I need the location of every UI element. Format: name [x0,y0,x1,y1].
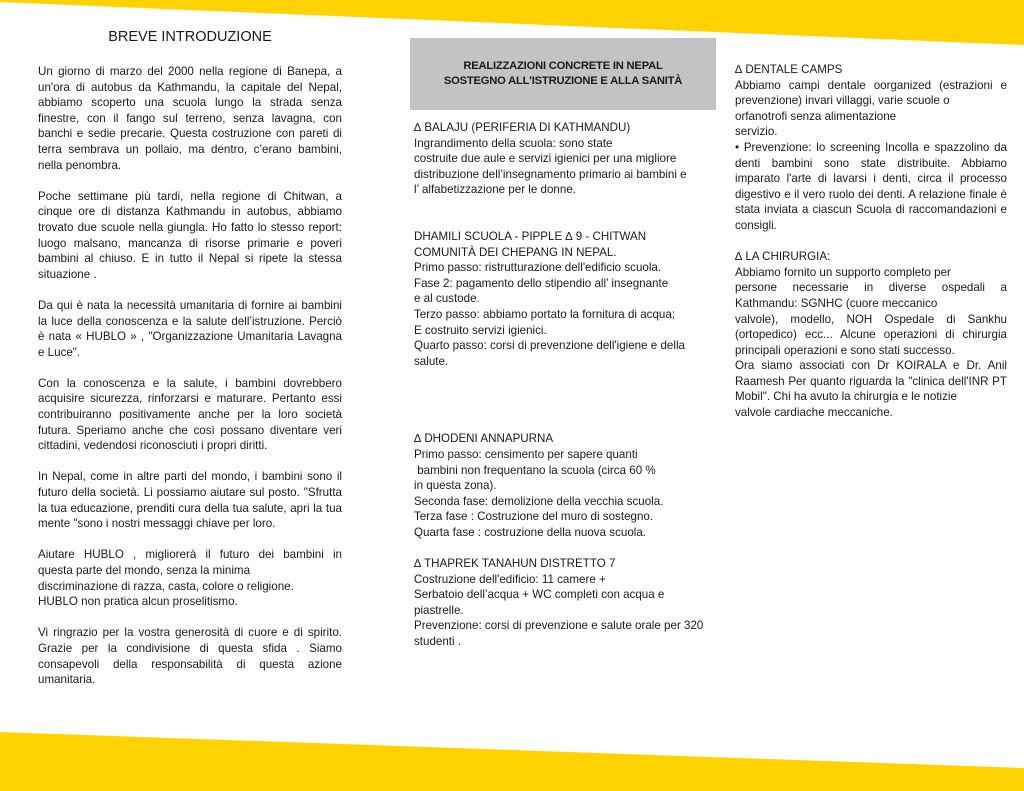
intro-paragraph-hublo [38,547,342,609]
text-line: DHAMILI SCUOLA - PIPPLE ∆ 9 - CHITWAN [414,229,647,243]
text-line: ∆ DHODENI ANNAPURNA [414,432,554,446]
text-line: Seconda fase: demolizione della vecchia scuola. [414,494,664,508]
text-line: salute. [414,354,449,368]
intro-paragraph: In Nepal, come in altre parti del mondo, i bambini sono il futuro della società. Li possiamo aiutare sul posto. "Sfrutta la tua educazione, prenditi cura della tua salute, apri la tua mente "sono i nostri messaggi chiave per loro. [38,470,342,531]
project-balaju [414,120,714,198]
text-line: ∆ BALAJU (PERIFERIA DI KATHMANDU) [414,121,631,134]
text-line: discriminazione di razza, casta, colore o religione. [38,579,294,593]
text-line: l’ alfabetizzazione per le donne. [414,183,576,197]
introduction-title: BREVE INTRODUZIONE [108,29,272,45]
project-thaprek [414,556,714,650]
text-line: distribuzione dell’insegnamento primario ai bambini e [414,167,687,181]
project-dhamili [414,229,714,369]
text-line: piastrelle. [414,603,464,617]
text-line: bambini non frequentano la scuola (circa 60 % [414,463,656,477]
projects-column [414,40,714,650]
text-line: Quarta fase : costruzione della nuova scuola. [414,525,647,539]
text-line: Costruzione dell'edificio: 11 camere + [414,572,606,586]
text-line: Ingrandimento della scuola: sono state [414,136,613,150]
text-line: Terzo passo: abbiamo portato la fornitura di acqua; [414,307,676,321]
text-line: in questa zona). [414,479,497,493]
text-line: E costruito servizi igienici. [414,323,547,337]
intro-paragraph: Con la conoscenza e la salute, i bambini dovrebbero acquisire sicurezza, rinforzarsi e maturare. Pertanto essi contribuiranno positivamente anche per la loro società futura. Speriamo anche che così possano diventare veri cittadini, vedendosi riconosciuti i propri diritti. [38,376,342,453]
text-line: HUBLO non pratica alcun proselitismo. [38,595,238,609]
text-line: Primo passo: ristrutturazione dell'edificio scuola. [414,261,662,275]
dental-heading: ∆ DENTALE CAMPS [735,63,843,76]
health-column [735,62,1007,421]
dental-paragraph: Abbiamo campi dentale oorganized (estrazioni e prevenzione) invari villaggi, varie scuole o [735,78,1007,108]
text-line: Aiutare HUBLO , migliorerà il futuro dei bambini in [38,548,342,562]
text-line: Serbatoio dell’acqua + WC completi con acqua e [414,588,665,602]
intro-paragraph: Poche settimane più tardi, nella regione di Chitwan, a cinque ore di distanza Kathmandu in autobus, abbiamo trovato due scuole nella giungla. Ho fatto lo stesso report: luogo malsano, mancanza di risorse primarie e poveri bambini al chiuso. E in tutto il Nepal si ripete la stessa situazione . [38,189,342,281]
banner-line: SOSTEGNO ALL'ISTRUZIONE E ALLA SANITÀ [443,75,683,87]
surgery-paragraph: valvole), modello, NOH Ospedale di Sankhu (ortopedico) ecc... Alcune operazioni di chirurgia principali operazioni e sono stati successo. [735,312,1007,357]
text-line: Primo passo: censimento per sapere quanti [414,447,638,461]
text-line: servizio. [735,125,778,139]
surgery-heading: ∆ LA CHIRURGIA: [735,250,831,264]
text-line: orfanotrofi senza alimentazione [735,109,897,123]
text-line: questa parte del mondo, senza la minima [38,564,251,577]
text-line: Fase 2: pagamento dello stipendio all’ insegnante [414,276,669,290]
project-dhodeni [414,431,714,540]
text-line: costruite due aule e servizi igienici per una migliore [414,152,677,166]
text-line: studenti . [414,635,462,649]
surgery-paragraph: persone necessarie in diverse ospedali a Kathmandu: SGNHC (cuore meccanico [735,281,1007,310]
text-line: Abbiamo fornito un supporto completo per [735,265,951,279]
intro-paragraph: Da qui è nata la necessità umanitaria di fornire ai bambini la luce della conoscenza e la salute dell’istruzione. Perciò è nata « HUBLO » , "Organizzazione Umanitaria Lavagna e Luce". [38,298,342,359]
introduction-column [38,28,342,703]
text-line: Quarto passo: corsi di prevenzione dell'igiene e della [414,339,685,353]
intro-paragraph: Vi ringrazio per la vostra generosità di cuore e di spirito. Grazie per la condivisione di questa sfida . Siamo consapevoli della responsabilità di questa azione umanitaria. [38,626,342,687]
banner-line: REALIZZAZIONI CONCRETE IN NEPAL [463,60,663,72]
text-line: e al custode. [414,292,480,306]
text-line: ∆ THAPREK TANAHUN DISTRETTO 7 [414,557,616,571]
text-line: Prevenzione: corsi di prevenzione e salute orale per 320 [414,619,704,633]
dental-prevention-paragraph: • Prevenzione: lo screening Incolla e spazzolino da denti bambini sono state distribuite. Abbiamo imparato l'arte di lavarsi i denti, circa il processo digestivo e il vero ruolo dei denti. A relazione finale è stata inviata a ciascun Scuola di raccomandazioni e consigli. [735,140,1007,232]
text-line: valvole cardiache meccaniche. [735,406,893,420]
projects-banner [410,38,716,110]
surgery-paragraph: Ora siamo associati con Dr KOIRALA e Dr. Anil Raamesh Per quanto riguarda la "clinica dell'INR PT Mobil". Chi ha avuto la chirurgia e le notizie [735,359,1007,404]
intro-paragraph: Un giorno di marzo del 2000 nella regione di Banepa, a un'ora di autobus da Kathmandu, la capitale del Nepal, abbiamo scoperto una scuola lungo la strada senza finestre, con il fango sul terreno, senza lavagna, con banchi e sedie precarie. Questa costruzione con pareti di terra sembrava un pollaio, ma dentro, c’erano bambini, nella penombra. [38,65,342,172]
bottom-yellow-stripe [0,720,1024,791]
text-line: COMUNITÀ DEI CHEPANG IN NEPAL. [414,245,617,259]
text-line: Terza fase : Costruzione del muro di sostegno. [414,510,654,524]
